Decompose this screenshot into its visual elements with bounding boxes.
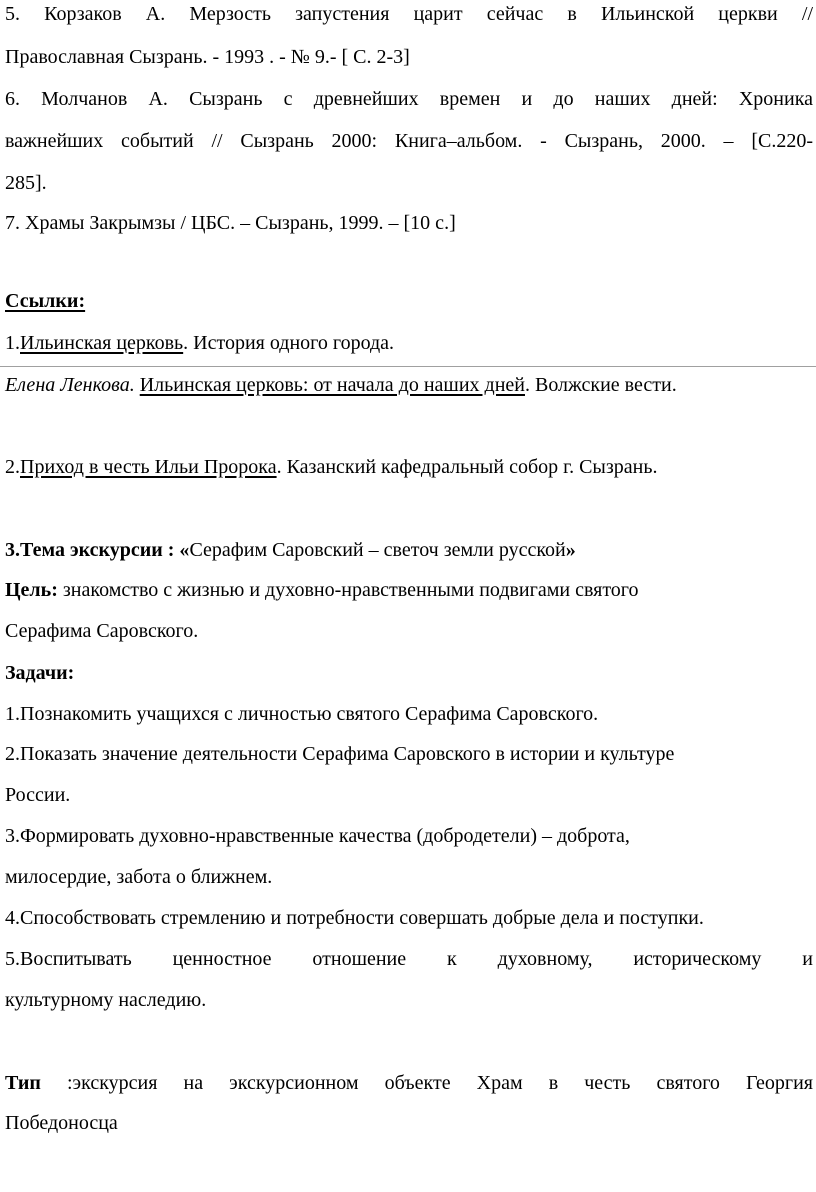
type-line1 (5, 1070, 813, 1096)
type-line2: Победоносца (5, 1112, 118, 1134)
reference-6-line3: 285]. (5, 172, 47, 194)
reference-6-line1: 6. Молчанов А. Сызрань с древнейших времен и до наших дней: Хроника (5, 88, 813, 110)
task-2-line2: России. (5, 784, 71, 806)
reference-5-line1: 5. Корзаков А. Мерзость запустения царит сейчас в Ильинской церкви // (5, 3, 813, 25)
task-1: 1.Познакомить учащихся с личностью святого Серафима Саровского. (5, 703, 599, 725)
link-1b-row (5, 372, 813, 398)
link-2-number: 2. (5, 456, 20, 478)
link-1b-author: Елена Ленкова. (5, 374, 135, 396)
link-ilinskaya-history[interactable]: Ильинская церковь: от начала до наших дней (139, 374, 525, 396)
link-ilya-prophet-parish[interactable]: Приход в честь Ильи Пророка (20, 456, 277, 478)
task-5-line1: 5.Воспитывать ценностное отношение к духовному, историческому и (5, 948, 813, 970)
links-heading: Ссылки: (5, 290, 86, 312)
theme-close: » (565, 539, 576, 561)
task-4: 4.Способствовать стремлению и потребности совершать добрые дела и поступки. (5, 907, 704, 929)
link-1-row (5, 330, 813, 356)
tasks-label: Задачи: (5, 662, 75, 684)
goal-line1 (5, 577, 813, 603)
link-2-suffix: . Казанский кафедральный собор г. Сызрань. (276, 456, 658, 478)
reference-5-line2: Православная Сызрань. - 1993 . - № 9.- [ С. 2-3] (5, 46, 410, 68)
link-1-suffix: . История одного города. (183, 332, 395, 354)
type-label: Тип (5, 1072, 41, 1094)
task-3-line2: милосердие, забота о ближнем. (5, 866, 273, 888)
goal-label: Цель: (5, 579, 58, 601)
task-2-line1: 2.Показать значение деятельности Серафима Саровского в истории и культуре (5, 743, 675, 765)
type-text-1: :экскурсия на экскурсионном объекте Храм в честь святого Георгия (40, 1072, 813, 1094)
divider (0, 366, 816, 367)
link-1b-suffix: . Волжские вести. (524, 374, 677, 396)
link-1-number: 1. (5, 332, 20, 354)
theme-label: 3.Тема экскурсии : « (5, 539, 190, 561)
link-2-row (5, 454, 813, 480)
theme-title: Серафим Саровский – светоч земли русской (189, 539, 566, 561)
goal-text-1: знакомство с жизнью и духовно-нравственными подвигами святого (57, 579, 639, 601)
task-5-line2: культурному наследию. (5, 989, 207, 1011)
goal-line2: Серафима Саровского. (5, 620, 199, 642)
excursion-theme (5, 537, 813, 563)
link-ilinskaya-church[interactable]: Ильинская церковь (20, 332, 184, 354)
reference-7: 7. Храмы Закрымзы / ЦБС. – Сызрань, 1999. – [10 с.] (5, 212, 456, 234)
reference-6-line2: важнейших событий // Сызрань 2000: Книга–альбом. - Сызрань, 2000. – [С.220- (5, 130, 813, 152)
task-3-line1: 3.Формировать духовно-нравственные качества (добродетели) – доброта, (5, 825, 630, 847)
